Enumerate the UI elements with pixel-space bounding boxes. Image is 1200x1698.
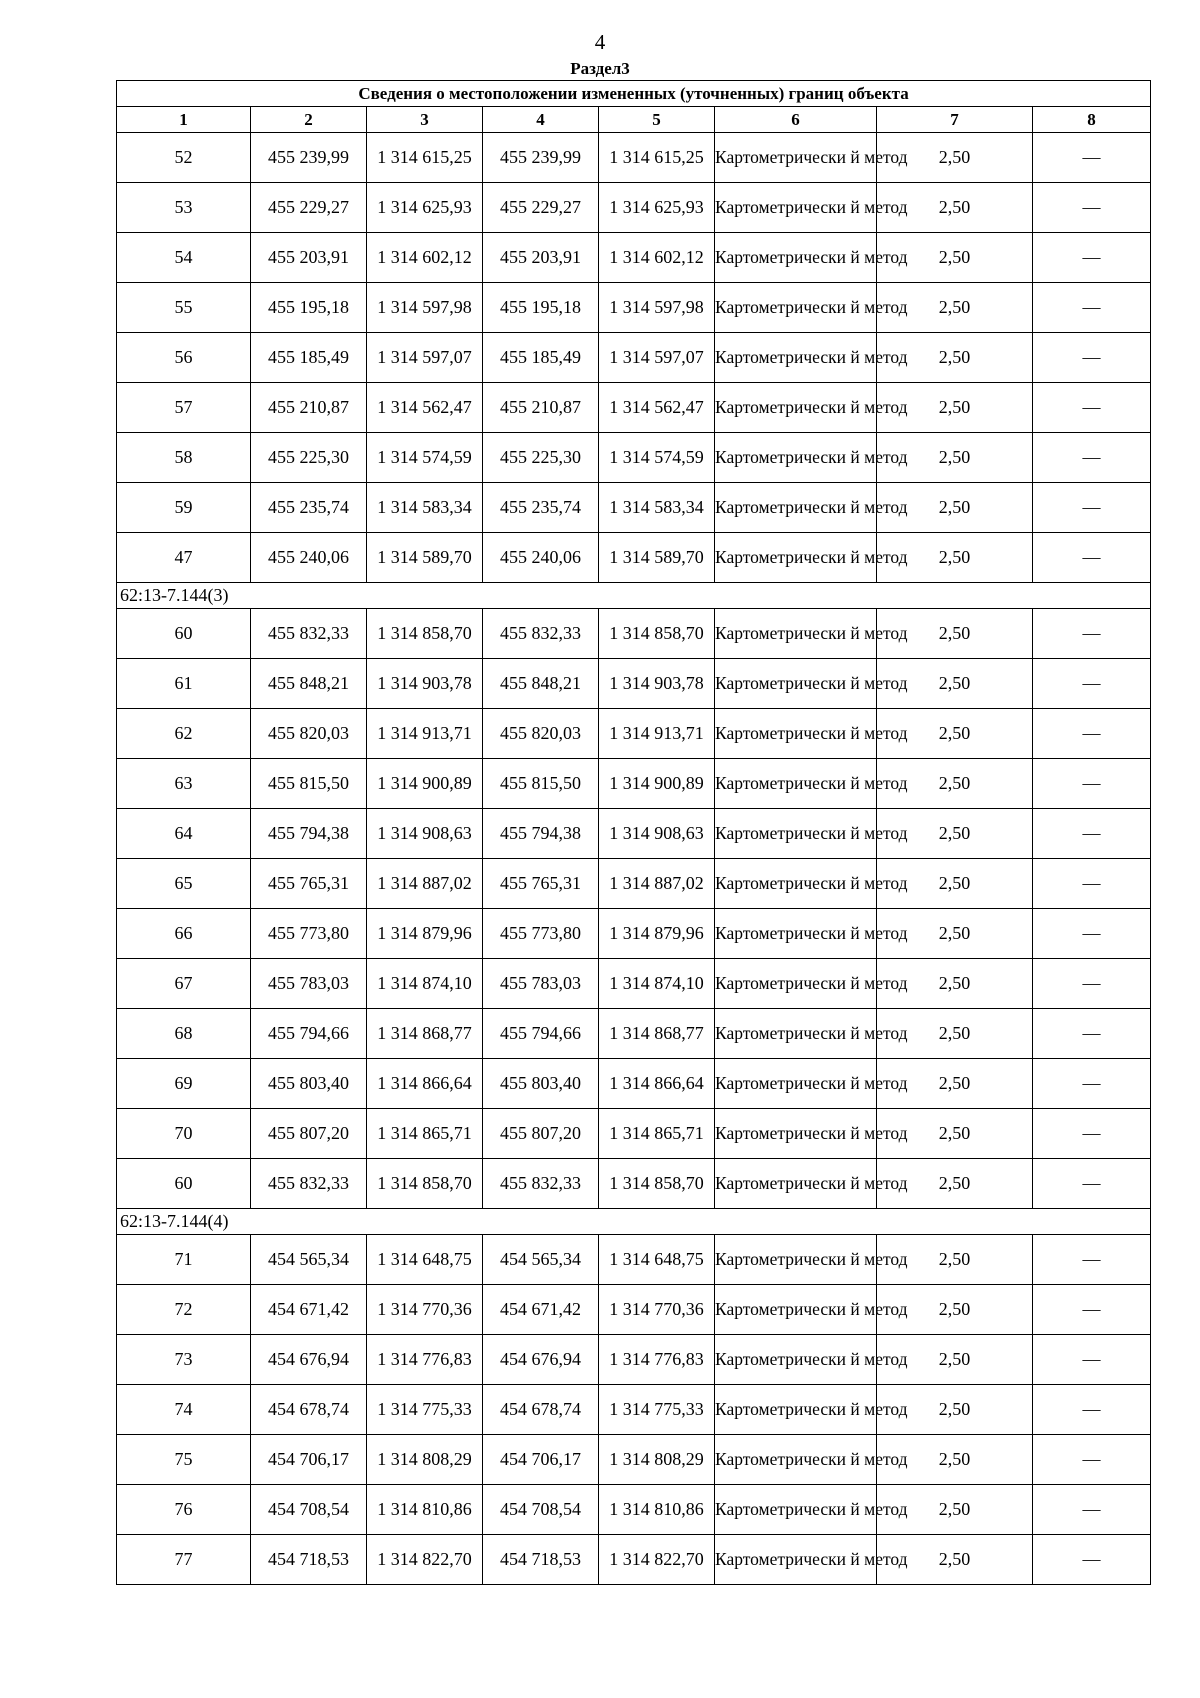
method-cell: Картометрически й метод [715, 659, 877, 709]
x-new-cell: 455 185,49 [483, 333, 599, 383]
method-cell: Картометрически й метод [715, 233, 877, 283]
y-old-cell: 1 314 858,70 [367, 609, 483, 659]
x-old-cell: 455 820,03 [251, 709, 367, 759]
table-row [117, 1159, 1151, 1209]
table-row [117, 1535, 1151, 1585]
x-new-cell: 455 848,21 [483, 659, 599, 709]
x-old-cell: 455 229,27 [251, 183, 367, 233]
method-cell: Картометрически й метод [715, 959, 877, 1009]
point-number-cell: 57 [117, 383, 251, 433]
method-cell: Картометрически й метод [715, 483, 877, 533]
x-old-cell: 454 671,42 [251, 1285, 367, 1335]
y-new-cell: 1 314 597,98 [599, 283, 715, 333]
column-number-2: 2 [251, 107, 367, 133]
table-row [117, 433, 1151, 483]
y-old-cell: 1 314 865,71 [367, 1109, 483, 1159]
x-old-cell: 455 185,49 [251, 333, 367, 383]
y-new-cell: 1 314 858,70 [599, 1159, 715, 1209]
point-number-cell: 72 [117, 1285, 251, 1335]
y-new-cell: 1 314 868,77 [599, 1009, 715, 1059]
table-row [117, 283, 1151, 333]
x-old-cell: 455 235,74 [251, 483, 367, 533]
x-new-cell: 454 708,54 [483, 1485, 599, 1535]
y-new-cell: 1 314 822,70 [599, 1535, 715, 1585]
point-number-cell: 60 [117, 1159, 251, 1209]
table-row [117, 183, 1151, 233]
point-number-cell: 66 [117, 909, 251, 959]
accuracy-cell: 2,50 [877, 609, 1033, 659]
x-old-cell: 455 848,21 [251, 659, 367, 709]
method-cell: Картометрически й метод [715, 1235, 877, 1285]
y-new-cell: 1 314 858,70 [599, 609, 715, 659]
column-number-row [117, 107, 1151, 133]
y-old-cell: 1 314 597,07 [367, 333, 483, 383]
y-new-cell: 1 314 574,59 [599, 433, 715, 483]
method-cell: Картометрически й метод [715, 609, 877, 659]
accuracy-cell: 2,50 [877, 283, 1033, 333]
y-old-cell: 1 314 625,93 [367, 183, 483, 233]
method-cell: Картометрически й метод [715, 333, 877, 383]
y-new-cell: 1 314 776,83 [599, 1335, 715, 1385]
y-old-cell: 1 314 775,33 [367, 1385, 483, 1435]
x-new-cell: 455 803,40 [483, 1059, 599, 1109]
description-cell: — [1033, 809, 1151, 859]
group-row [117, 583, 1151, 609]
accuracy-cell: 2,50 [877, 809, 1033, 859]
description-cell: — [1033, 709, 1151, 759]
accuracy-cell: 2,50 [877, 1535, 1033, 1585]
description-cell: — [1033, 433, 1151, 483]
x-old-cell: 454 678,74 [251, 1385, 367, 1435]
x-old-cell: 455 794,38 [251, 809, 367, 859]
accuracy-cell: 2,50 [877, 133, 1033, 183]
y-new-cell: 1 314 770,36 [599, 1285, 715, 1335]
y-new-cell: 1 314 903,78 [599, 659, 715, 709]
y-new-cell: 1 314 865,71 [599, 1109, 715, 1159]
x-new-cell: 454 718,53 [483, 1535, 599, 1585]
description-cell: — [1033, 183, 1151, 233]
description-cell: — [1033, 1485, 1151, 1535]
point-number-cell: 56 [117, 333, 251, 383]
x-new-cell: 455 765,31 [483, 859, 599, 909]
accuracy-cell: 2,50 [877, 1159, 1033, 1209]
description-cell: — [1033, 483, 1151, 533]
description-cell: — [1033, 1385, 1151, 1435]
description-cell: — [1033, 1109, 1151, 1159]
y-new-cell: 1 314 874,10 [599, 959, 715, 1009]
method-cell: Картометрически й метод [715, 1335, 877, 1385]
x-new-cell: 454 676,94 [483, 1335, 599, 1385]
point-number-cell: 55 [117, 283, 251, 333]
x-old-cell: 455 195,18 [251, 283, 367, 333]
y-old-cell: 1 314 903,78 [367, 659, 483, 709]
table-row [117, 909, 1151, 959]
x-new-cell: 455 203,91 [483, 233, 599, 283]
accuracy-cell: 2,50 [877, 483, 1033, 533]
y-old-cell: 1 314 597,98 [367, 283, 483, 333]
x-new-cell: 454 565,34 [483, 1235, 599, 1285]
method-cell: Картометрически й метод [715, 133, 877, 183]
y-new-cell: 1 314 648,75 [599, 1235, 715, 1285]
y-old-cell: 1 314 615,25 [367, 133, 483, 183]
y-old-cell: 1 314 900,89 [367, 759, 483, 809]
description-cell: — [1033, 533, 1151, 583]
point-number-cell: 74 [117, 1385, 251, 1435]
y-old-cell: 1 314 648,75 [367, 1235, 483, 1285]
table-row [117, 1435, 1151, 1485]
y-old-cell: 1 314 574,59 [367, 433, 483, 483]
page-number: 4 [594, 30, 606, 54]
x-old-cell: 455 203,91 [251, 233, 367, 283]
x-old-cell: 454 676,94 [251, 1335, 367, 1385]
table-row [117, 1385, 1151, 1435]
description-cell: — [1033, 1235, 1151, 1285]
y-new-cell: 1 314 887,02 [599, 859, 715, 909]
table-row [117, 659, 1151, 709]
accuracy-cell: 2,50 [877, 233, 1033, 283]
table-row [117, 1285, 1151, 1335]
point-number-cell: 58 [117, 433, 251, 483]
point-number-cell: 62 [117, 709, 251, 759]
x-old-cell: 455 815,50 [251, 759, 367, 809]
x-new-cell: 455 240,06 [483, 533, 599, 583]
method-cell: Картометрически й метод [715, 1059, 877, 1109]
table-row [117, 1335, 1151, 1385]
group-label: 62:13-7.144(4) [117, 1209, 1151, 1235]
y-old-cell: 1 314 583,34 [367, 483, 483, 533]
column-number-8: 8 [1033, 107, 1151, 133]
x-new-cell: 455 783,03 [483, 959, 599, 1009]
group-row [117, 1209, 1151, 1235]
accuracy-cell: 2,50 [877, 533, 1033, 583]
table-row [117, 609, 1151, 659]
method-cell: Картометрически й метод [715, 283, 877, 333]
x-old-cell: 455 240,06 [251, 533, 367, 583]
x-old-cell: 455 773,80 [251, 909, 367, 959]
description-cell: — [1033, 909, 1151, 959]
method-cell: Картометрически й метод [715, 533, 877, 583]
method-cell: Картометрически й метод [715, 1485, 877, 1535]
y-new-cell: 1 314 866,64 [599, 1059, 715, 1109]
x-new-cell: 455 773,80 [483, 909, 599, 959]
accuracy-cell: 2,50 [877, 1109, 1033, 1159]
y-old-cell: 1 314 887,02 [367, 859, 483, 909]
point-number-cell: 54 [117, 233, 251, 283]
table-row [117, 809, 1151, 859]
description-cell: — [1033, 233, 1151, 283]
coordinates-table [116, 80, 1151, 1585]
method-cell: Картометрически й метод [715, 1109, 877, 1159]
accuracy-cell: 2,50 [877, 333, 1033, 383]
point-number-cell: 63 [117, 759, 251, 809]
table-row [117, 383, 1151, 433]
y-new-cell: 1 314 583,34 [599, 483, 715, 533]
description-cell: — [1033, 1159, 1151, 1209]
x-old-cell: 455 832,33 [251, 1159, 367, 1209]
y-old-cell: 1 314 908,63 [367, 809, 483, 859]
point-number-cell: 59 [117, 483, 251, 533]
x-new-cell: 455 832,33 [483, 1159, 599, 1209]
y-new-cell: 1 314 879,96 [599, 909, 715, 959]
table-row [117, 533, 1151, 583]
description-cell: — [1033, 659, 1151, 709]
point-number-cell: 64 [117, 809, 251, 859]
accuracy-cell: 2,50 [877, 1485, 1033, 1535]
y-new-cell: 1 314 810,86 [599, 1485, 715, 1535]
column-number-5: 5 [599, 107, 715, 133]
point-number-cell: 73 [117, 1335, 251, 1385]
accuracy-cell: 2,50 [877, 659, 1033, 709]
method-cell: Картометрически й метод [715, 1159, 877, 1209]
x-new-cell: 455 794,66 [483, 1009, 599, 1059]
point-number-cell: 69 [117, 1059, 251, 1109]
method-cell: Картометрически й метод [715, 1535, 877, 1585]
x-new-cell: 454 671,42 [483, 1285, 599, 1335]
point-number-cell: 71 [117, 1235, 251, 1285]
x-old-cell: 454 708,54 [251, 1485, 367, 1535]
point-number-cell: 65 [117, 859, 251, 909]
accuracy-cell: 2,50 [877, 759, 1033, 809]
y-new-cell: 1 314 597,07 [599, 333, 715, 383]
description-cell: — [1033, 283, 1151, 333]
accuracy-cell: 2,50 [877, 909, 1033, 959]
accuracy-cell: 2,50 [877, 1235, 1033, 1285]
table-row [117, 859, 1151, 909]
x-new-cell: 454 706,17 [483, 1435, 599, 1485]
y-old-cell: 1 314 913,71 [367, 709, 483, 759]
x-old-cell: 455 832,33 [251, 609, 367, 659]
accuracy-cell: 2,50 [877, 1435, 1033, 1485]
description-cell: — [1033, 383, 1151, 433]
x-old-cell: 455 783,03 [251, 959, 367, 1009]
point-number-cell: 61 [117, 659, 251, 709]
method-cell: Картометрически й метод [715, 1385, 877, 1435]
y-old-cell: 1 314 808,29 [367, 1435, 483, 1485]
y-new-cell: 1 314 908,63 [599, 809, 715, 859]
accuracy-cell: 2,50 [877, 1385, 1033, 1435]
description-cell: — [1033, 859, 1151, 909]
description-cell: — [1033, 1059, 1151, 1109]
accuracy-cell: 2,50 [877, 183, 1033, 233]
x-new-cell: 455 794,38 [483, 809, 599, 859]
x-old-cell: 454 565,34 [251, 1235, 367, 1285]
method-cell: Картометрически й метод [715, 859, 877, 909]
x-old-cell: 455 803,40 [251, 1059, 367, 1109]
point-number-cell: 75 [117, 1435, 251, 1485]
accuracy-cell: 2,50 [877, 433, 1033, 483]
y-old-cell: 1 314 822,70 [367, 1535, 483, 1585]
method-cell: Картометрически й метод [715, 809, 877, 859]
accuracy-cell: 2,50 [877, 709, 1033, 759]
y-old-cell: 1 314 858,70 [367, 1159, 483, 1209]
x-old-cell: 454 718,53 [251, 1535, 367, 1585]
x-old-cell: 455 225,30 [251, 433, 367, 483]
x-new-cell: 455 225,30 [483, 433, 599, 483]
y-old-cell: 1 314 602,12 [367, 233, 483, 283]
description-cell: — [1033, 1435, 1151, 1485]
table-row [117, 483, 1151, 533]
method-cell: Картометрически й метод [715, 1285, 877, 1335]
accuracy-cell: 2,50 [877, 859, 1033, 909]
y-new-cell: 1 314 808,29 [599, 1435, 715, 1485]
point-number-cell: 70 [117, 1109, 251, 1159]
description-cell: — [1033, 1009, 1151, 1059]
x-old-cell: 455 794,66 [251, 1009, 367, 1059]
table-row [117, 709, 1151, 759]
y-old-cell: 1 314 868,77 [367, 1009, 483, 1059]
x-new-cell: 455 807,20 [483, 1109, 599, 1159]
table-row [117, 1485, 1151, 1535]
x-new-cell: 455 832,33 [483, 609, 599, 659]
y-new-cell: 1 314 562,47 [599, 383, 715, 433]
x-new-cell: 455 239,99 [483, 133, 599, 183]
method-cell: Картометрически й метод [715, 1009, 877, 1059]
x-old-cell: 455 765,31 [251, 859, 367, 909]
table-row [117, 1109, 1151, 1159]
column-number-6: 6 [715, 107, 877, 133]
x-new-cell: 455 195,18 [483, 283, 599, 333]
point-number-cell: 60 [117, 609, 251, 659]
column-number-3: 3 [367, 107, 483, 133]
description-cell: — [1033, 333, 1151, 383]
y-new-cell: 1 314 625,93 [599, 183, 715, 233]
y-new-cell: 1 314 589,70 [599, 533, 715, 583]
table-row [117, 233, 1151, 283]
y-old-cell: 1 314 770,36 [367, 1285, 483, 1335]
point-number-cell: 47 [117, 533, 251, 583]
point-number-cell: 77 [117, 1535, 251, 1585]
column-number-1: 1 [117, 107, 251, 133]
accuracy-cell: 2,50 [877, 1335, 1033, 1385]
point-number-cell: 53 [117, 183, 251, 233]
y-new-cell: 1 314 775,33 [599, 1385, 715, 1435]
x-old-cell: 455 807,20 [251, 1109, 367, 1159]
y-new-cell: 1 314 913,71 [599, 709, 715, 759]
y-old-cell: 1 314 874,10 [367, 959, 483, 1009]
table-row [117, 959, 1151, 1009]
description-cell: — [1033, 133, 1151, 183]
accuracy-cell: 2,50 [877, 1059, 1033, 1109]
accuracy-cell: 2,50 [877, 1285, 1033, 1335]
x-new-cell: 455 820,03 [483, 709, 599, 759]
accuracy-cell: 2,50 [877, 1009, 1033, 1059]
point-number-cell: 67 [117, 959, 251, 1009]
x-old-cell: 455 210,87 [251, 383, 367, 433]
description-cell: — [1033, 759, 1151, 809]
x-new-cell: 455 815,50 [483, 759, 599, 809]
accuracy-cell: 2,50 [877, 959, 1033, 1009]
x-new-cell: 454 678,74 [483, 1385, 599, 1435]
table-caption: Сведения о местоположении измененных (уточненных) границ объекта [117, 81, 1151, 107]
method-cell: Картометрически й метод [715, 1435, 877, 1485]
method-cell: Картометрически й метод [715, 759, 877, 809]
description-cell: — [1033, 959, 1151, 1009]
method-cell: Картометрически й метод [715, 183, 877, 233]
y-old-cell: 1 314 879,96 [367, 909, 483, 959]
description-cell: — [1033, 609, 1151, 659]
y-old-cell: 1 314 589,70 [367, 533, 483, 583]
table-row [117, 759, 1151, 809]
y-old-cell: 1 314 810,86 [367, 1485, 483, 1535]
method-cell: Картометрически й метод [715, 433, 877, 483]
y-old-cell: 1 314 866,64 [367, 1059, 483, 1109]
description-cell: — [1033, 1335, 1151, 1385]
table-row [117, 333, 1151, 383]
table-body [117, 133, 1151, 1585]
table-row [117, 1009, 1151, 1059]
x-old-cell: 454 706,17 [251, 1435, 367, 1485]
point-number-cell: 52 [117, 133, 251, 183]
x-old-cell: 455 239,99 [251, 133, 367, 183]
method-cell: Картометрически й метод [715, 383, 877, 433]
method-cell: Картометрически й метод [715, 909, 877, 959]
description-cell: — [1033, 1285, 1151, 1335]
y-old-cell: 1 314 776,83 [367, 1335, 483, 1385]
x-new-cell: 455 229,27 [483, 183, 599, 233]
point-number-cell: 76 [117, 1485, 251, 1535]
column-number-7: 7 [877, 107, 1033, 133]
section-title: Раздел3 [570, 59, 630, 78]
table-row [117, 133, 1151, 183]
group-label: 62:13-7.144(3) [117, 583, 1151, 609]
point-number-cell: 68 [117, 1009, 251, 1059]
table-row [117, 1235, 1151, 1285]
x-new-cell: 455 210,87 [483, 383, 599, 433]
method-cell: Картометрически й метод [715, 709, 877, 759]
y-new-cell: 1 314 615,25 [599, 133, 715, 183]
y-old-cell: 1 314 562,47 [367, 383, 483, 433]
column-number-4: 4 [483, 107, 599, 133]
y-new-cell: 1 314 900,89 [599, 759, 715, 809]
y-new-cell: 1 314 602,12 [599, 233, 715, 283]
description-cell: — [1033, 1535, 1151, 1585]
x-new-cell: 455 235,74 [483, 483, 599, 533]
accuracy-cell: 2,50 [877, 383, 1033, 433]
table-row [117, 1059, 1151, 1109]
